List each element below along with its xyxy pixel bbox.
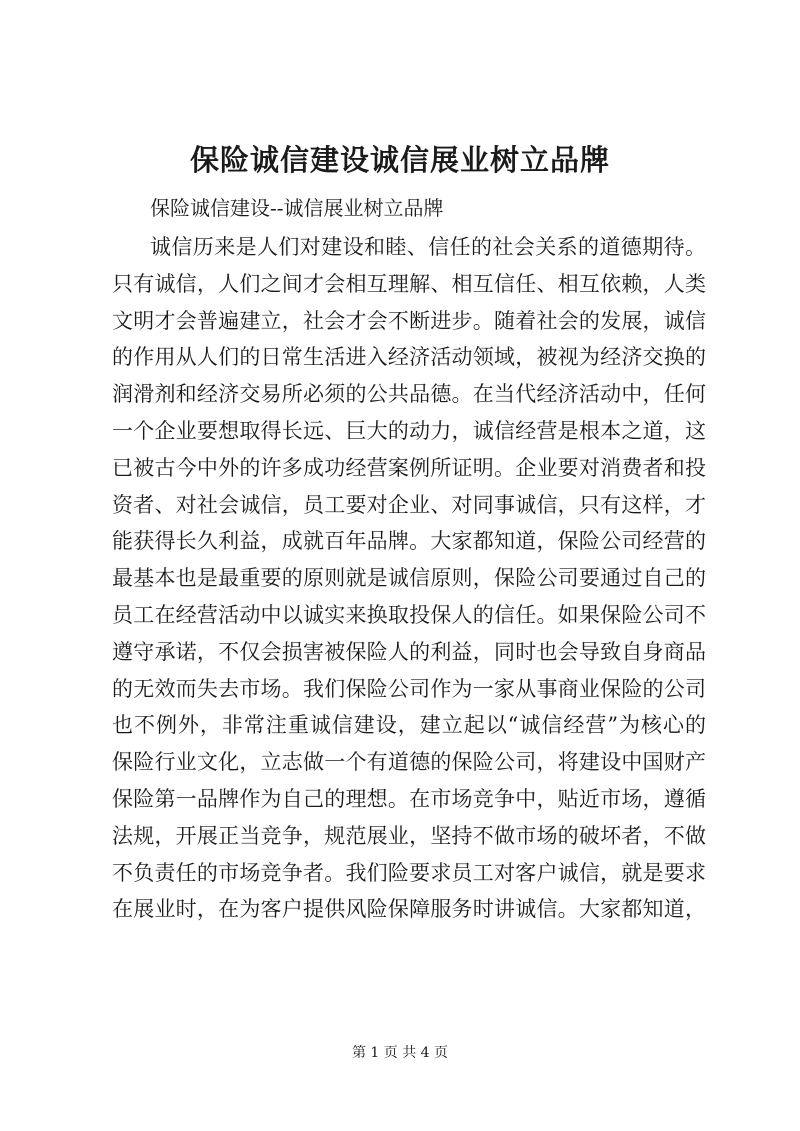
body-line: 润滑剂和经济交易所必须的公共品德。在当代经济活动中，任何 xyxy=(112,382,706,407)
body-line: 遵守承诺，不仅会损害被保险人的利益，同时也会导致自身商品 xyxy=(112,639,706,664)
body-line: 在展业时，在为客户提供风险保障服务时讲诚信。大家都知道， xyxy=(112,897,706,922)
body-line: 文明才会普遍建立，社会才会不断进步。随着社会的发展，诚信 xyxy=(112,308,706,333)
body-line: 法规，开展正当竞争，规范展业，坚持不做市场的破坏者，不做 xyxy=(112,823,706,848)
body-line: 最基本也是最重要的原则就是诚信原则，保险公司要通过自己的 xyxy=(112,566,706,591)
body-line: 也不例外，非常注重诚信建设，建立起以“诚信经营”为核心的 xyxy=(112,713,706,738)
page-footer: 第 1 页 共 4 页 xyxy=(351,1045,449,1061)
body-line: 保险行业文化，立志做一个有道德的保险公司，将建设中国财产 xyxy=(112,750,706,775)
document-subtitle: 保险诚信建设--诚信展业树立品牌 xyxy=(150,196,444,220)
body-line: 的作用从人们的日常生活进入经济活动领域，被视为经济交换的 xyxy=(112,345,706,370)
body-line: 一个企业要想取得长远、巨大的动力，诚信经营是根本之道，这 xyxy=(112,418,706,443)
body-line: 的无效而失去市场。我们保险公司作为一家从事商业保险的公司 xyxy=(112,676,706,701)
body-line: 只有诚信，人们之间才会相互理解、相互信任、相互依赖，人类 xyxy=(112,271,706,296)
body-line: 不负责任的市场竞争者。我们险要求员工对客户诚信，就是要求 xyxy=(112,860,706,885)
body-line: 员工在经营活动中以诚实来换取投保人的信任。如果保险公司不 xyxy=(112,602,706,627)
body-line: 诚信历来是人们对建设和睦、信任的社会关系的道德期待。 xyxy=(150,235,706,259)
document-title: 保险诚信建设诚信展业树立品牌 xyxy=(189,143,610,177)
body-line: 保险第一品牌作为自己的理想。在市场竞争中，贴近市场，遵循 xyxy=(112,786,706,811)
body-paragraph xyxy=(112,229,706,928)
body-line: 已被古今中外的许多成功经营案例所证明。企业要对消费者和投 xyxy=(112,455,706,480)
body-line: 能获得长久利益，成就百年品牌。大家都知道，保险公司经营的 xyxy=(112,529,706,554)
body-line: 资者、对社会诚信，员工要对企业、对同事诚信，只有这样，才 xyxy=(112,492,706,517)
